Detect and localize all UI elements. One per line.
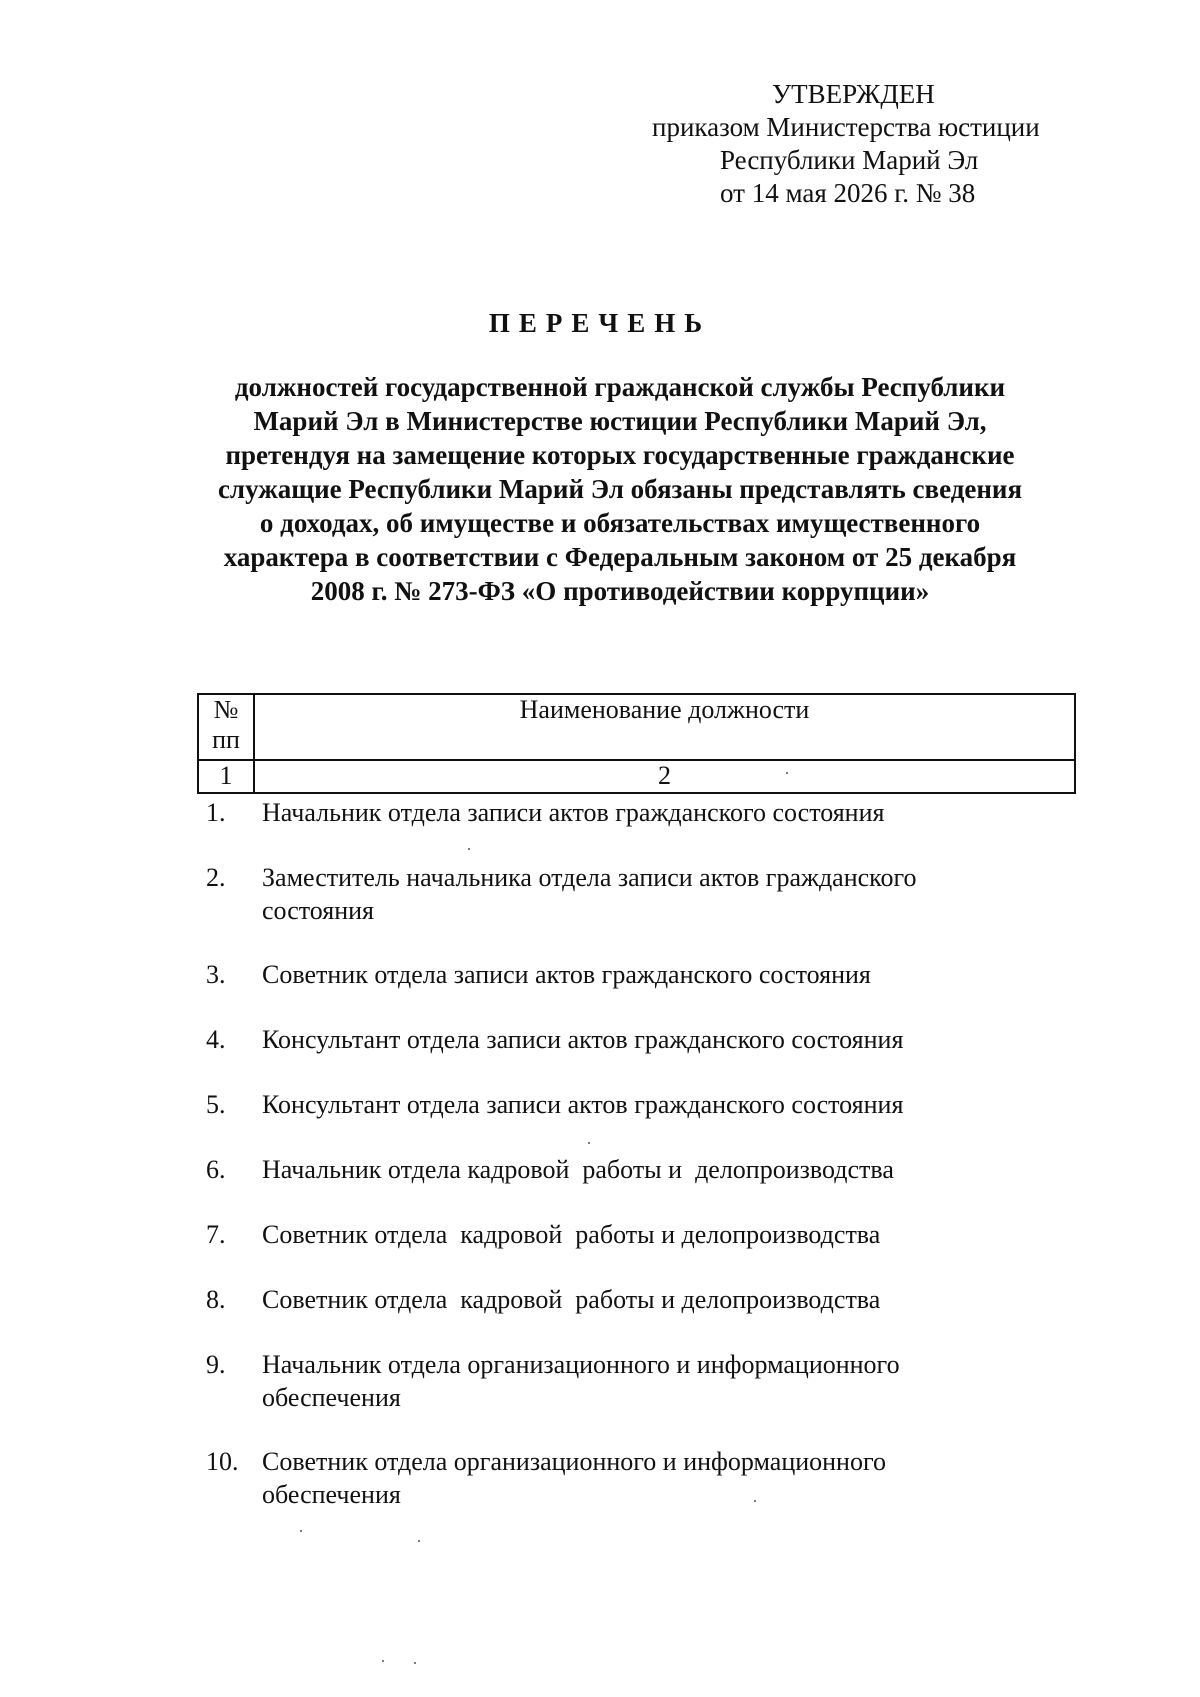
subtitle-line: должностей государственной гражданской службы Республики <box>234 372 1006 402</box>
item-text: Заместитель начальника отдела записи актов гражданского состояния <box>262 863 917 925</box>
table-index-cell: 2 <box>254 760 1075 793</box>
item-text: Советник отдела кадровой работы и делопроизводства <box>262 1220 881 1249</box>
scan-speck <box>786 772 788 774</box>
list-item <box>198 796 1098 829</box>
list-item <box>198 1348 1098 1414</box>
list-item <box>198 958 1098 991</box>
subtitle-line: претендуя на замещение которых государственные гражданские <box>225 440 1015 470</box>
item-number: 1. <box>206 798 226 827</box>
list-item <box>198 1023 1098 1056</box>
list-item <box>198 1088 1098 1121</box>
item-text: Советник отдела организационного и информационного обеспечения <box>262 1447 886 1509</box>
document-title: ПЕРЕЧЕНЬ <box>488 308 712 338</box>
table-header-cell-number <box>198 694 254 760</box>
item-text: Начальник отдела организационного и информационного обеспечения <box>262 1350 900 1412</box>
item-text: Начальник отдела записи актов гражданского состояния <box>262 798 885 827</box>
positions-table-header <box>197 693 1076 794</box>
scan-speck <box>418 1540 420 1542</box>
scan-speck <box>588 1142 590 1144</box>
item-number: 4. <box>206 1025 226 1054</box>
scan-speck <box>300 1530 302 1532</box>
item-text: Консультант отдела записи актов гражданского состояния <box>262 1090 904 1119</box>
list-item <box>198 1445 1098 1511</box>
item-text: Начальник отдела кадровой работы и делопроизводства <box>262 1155 894 1184</box>
table-header-cell-name: Наименование должности <box>254 694 1075 760</box>
subtitle-line: 2008 г. № 273-ФЗ «О противодействии коррупции» <box>310 576 930 606</box>
approval-block <box>640 78 1110 210</box>
table-header-row <box>198 694 1075 760</box>
item-number: 9. <box>206 1350 226 1379</box>
document-subtitle <box>160 370 1080 608</box>
item-number: 5. <box>206 1090 226 1119</box>
item-number: 6. <box>206 1155 226 1184</box>
item-number: 8. <box>206 1285 226 1314</box>
approval-line: приказом Министерства юстиции <box>652 112 1040 142</box>
scan-speck <box>468 848 470 850</box>
subtitle-line: о доходах, об имуществе и обязательствах имущественного <box>259 508 981 538</box>
item-number: 3. <box>206 960 226 989</box>
item-number: 7. <box>206 1220 226 1249</box>
approval-heading: УТВЕРЖДЕН <box>772 79 935 109</box>
item-number: 2. <box>206 863 226 892</box>
scan-speck <box>382 1660 384 1662</box>
item-number: 10. <box>206 1447 239 1476</box>
scan-speck <box>754 1500 756 1502</box>
item-text: Консультант отдела записи актов гражданского состояния <box>262 1025 904 1054</box>
table-index-row <box>198 760 1075 793</box>
number-abbrev: пп <box>212 725 240 754</box>
list-item <box>198 861 1098 927</box>
number-sign: № <box>213 695 239 724</box>
item-text: Советник отдела кадровой работы и делопроизводства <box>262 1285 881 1314</box>
item-text: Советник отдела записи актов гражданского состояния <box>262 960 871 989</box>
scan-speck <box>414 1662 416 1664</box>
list-item <box>198 1283 1098 1316</box>
table-index-cell: 1 <box>198 760 254 793</box>
subtitle-line: служащие Республики Марий Эл обязаны представлять сведения <box>217 474 1023 504</box>
approval-date: от 14 мая 2026 г. № 38 <box>720 178 976 208</box>
list-item <box>198 1218 1098 1251</box>
subtitle-line: характера в соответствии с Федеральным законом от 25 декабря <box>223 542 1017 572</box>
approval-line: Республики Марий Эл <box>720 145 979 175</box>
list-item <box>198 1153 1098 1186</box>
subtitle-line: Марий Эл в Министерстве юстиции Республики Марий Эл, <box>253 406 987 436</box>
